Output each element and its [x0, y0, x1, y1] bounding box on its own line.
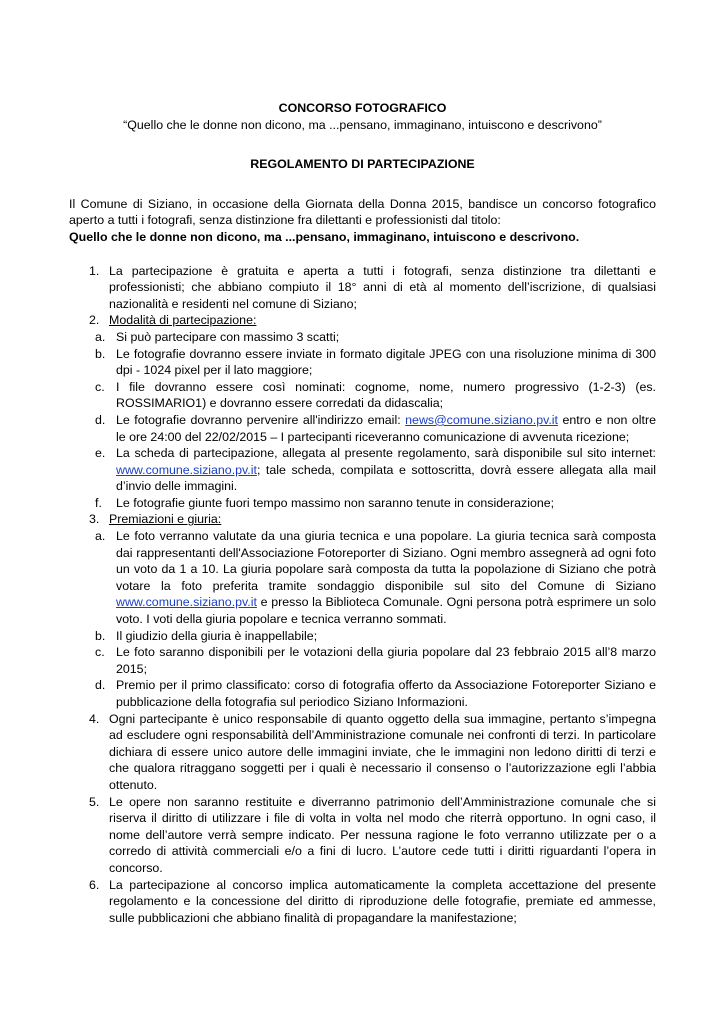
rule-heading: Modalità di partecipazione: — [109, 313, 257, 328]
sub-item — [69, 379, 656, 412]
rule-number: 3. — [89, 512, 100, 527]
sub-text: Le fotografie dovranno pervenire all'indirizzo email: — [116, 412, 406, 427]
sub-letter: e. — [95, 446, 106, 461]
sublist-container — [69, 329, 656, 512]
document-title: CONCORSO FOTOGRAFICO — [278, 101, 447, 115]
rule-heading: Premiazioni e giuria: — [109, 512, 222, 527]
sub-item — [69, 495, 656, 512]
participation-sublist — [69, 329, 656, 512]
sub-item — [69, 329, 656, 346]
rules-list — [69, 263, 656, 927]
sub-text: I file dovranno essere così nominati: cognome, nome, numero progressivo (1-2-3) (es. ROSSIMARIO1) e dovranno essere corredati da didascalia; — [116, 379, 656, 411]
sub-item — [69, 412, 656, 445]
rule-item — [69, 312, 656, 329]
rule-number: 1. — [89, 263, 100, 278]
sub-text: Le fotografie dovranno essere inviate in formato digitale JPEG con una risoluzione minima di 300 dpi - 1024 pixel per il lato maggiore; — [116, 346, 656, 378]
sub-letter: c. — [95, 645, 105, 660]
email-link[interactable]: news@comune.siziano.pv.it — [405, 412, 558, 427]
sub-letter: b. — [95, 346, 106, 361]
rule-item — [69, 511, 656, 528]
rule-item — [69, 794, 656, 877]
sub-letter: d. — [95, 678, 106, 693]
sub-text: Si può partecipare con massimo 3 scatti; — [116, 329, 340, 344]
sub-text: Le fotografie giunte fuori tempo massimo non saranno tenute in considerazione; — [116, 495, 555, 510]
rule-number: 2. — [89, 313, 100, 328]
intro-paragraph: Il Comune di Siziano, in occasione della Giornata della Donna 2015, bandisce un concorso fotografico aperto a tutti i fotografi, senza distinzione fra dilettanti e professionisti dal titolo: — [69, 196, 656, 228]
sub-item — [69, 528, 656, 628]
rule-item — [69, 711, 656, 794]
sub-text: La scheda di partecipazione, allegata al presente regolamento, sarà disponibile sul sito internet: — [116, 446, 656, 461]
document-subtitle: “Quello che le donne non dicono, ma ...pensano, immaginano, intuiscono e descrivono” — [123, 117, 602, 132]
sub-item — [69, 346, 656, 379]
rule-item — [69, 263, 656, 313]
sub-item — [69, 628, 656, 645]
sub-letter: d. — [95, 412, 106, 427]
website-link[interactable]: www.comune.siziano.pv.it — [116, 462, 257, 477]
sub-letter: c. — [95, 379, 105, 394]
sub-text: Le foto saranno disponibili per le votazioni della giuria popolare dal 23 febbraio 2015 all’8 marzo 2015; — [116, 645, 656, 676]
sub-letter: a. — [95, 529, 106, 544]
rule-item — [69, 877, 656, 927]
awards-sublist — [69, 528, 656, 711]
rule-number: 5. — [89, 794, 100, 809]
rule-number: 6. — [89, 877, 100, 892]
sub-text: entro e non oltre le ore 24:00 del 22/02/2015 – I partecipanti riceveranno comunicazione di avvenuta ricezione; — [116, 412, 656, 444]
sub-text: ; tale scheda, compilata e sottoscritta, dovrà essere allegata alla mail d’invio delle immagini. — [116, 462, 656, 494]
sublist-container — [69, 528, 656, 711]
sub-text: e presso la Biblioteca Comunale. Ogni persona potrà esprimere un solo voto. I voti della giuria popolare e tecnica verranno sommati. — [116, 595, 656, 627]
section-title: REGOLAMENTO DI PARTECIPAZIONE — [250, 157, 475, 172]
website-link[interactable]: www.comune.siziano.pv.it — [116, 595, 257, 610]
rule-text: Le opere non saranno restituite e diverranno patrimonio dell’Amministrazione comunale che si riserva il diritto di utilizzare i file di volta in volta nel modo che riterrà opportuno. In ogni caso, il nome dell’autore verrà sempre indicato. Per nessuna ragione le foto verranno utilizzate per o a corredo di attività commerciali e/o a fini di lucro. L’autore cede tutti i diritti riguardanti l’opera in concorso. — [109, 794, 656, 875]
sub-item — [69, 677, 656, 710]
sub-letter: a. — [95, 329, 106, 344]
sub-item — [69, 644, 656, 677]
rule-number: 4. — [89, 711, 100, 726]
intro-contest-title: Quello che le donne non dicono, ma ...pensano, immaginano, intuiscono e descrivono. — [69, 229, 580, 244]
sub-item — [69, 445, 656, 495]
rule-text: La partecipazione è gratuita e aperta a tutti i fotografi, senza distinzione tra dilettanti e professionisti; che abbiano compiuto il 18° anni di età al momento dell’iscrizione, di qualsiasi nazionalità e residenti nel comune di Siziano; — [109, 263, 656, 311]
sub-letter: f. — [95, 495, 102, 510]
sub-letter: b. — [95, 628, 106, 643]
sub-text: Le foto verranno valutate da una giuria tecnica e una popolare. La giuria tecnica sarà composta dai rappresentanti dell'Associazione Fotoreporter di Siziano. Ogni membro assegnerà ad ogni foto un voto da 1 a 10. La giuria popolare sarà composta da tutta la popolazione di Siziano che potrà votare la foto preferita tramite sondaggio disponibile sul sito del Comune di Siziano — [116, 529, 656, 593]
rule-text: Ogni partecipante è unico responsabile di quanto oggetto della sua immagine, pertanto s’impegna ad escludere ogni responsabilità dell’Amministrazione comunale nei confronti di terzi. In particolare dichiara di essere unico autore delle immagini inviate, che le immagini non ledono diritti di terzi e che qualora ritraggano soggetti per i quali è necessario il consenso o l’autorizzazione egli l’abbia ottenuto. — [109, 711, 656, 792]
rule-text: La partecipazione al concorso implica automaticamente la completa accettazione del presente regolamento e la concessione del diritto di riproduzione delle fotografie, premiate ed ammesse, sulle pubblicazioni che abbiano finalità di propagandare la manifestazione; — [109, 877, 656, 925]
sub-text: Premio per il primo classificato: corso di fotografia offerto da Associazione Fotoreporter Siziano e pubblicazione della fotografia sul periodico Siziano Informazioni. — [116, 678, 656, 709]
sub-text: Il giudizio della giuria è inappellabile; — [116, 628, 318, 643]
